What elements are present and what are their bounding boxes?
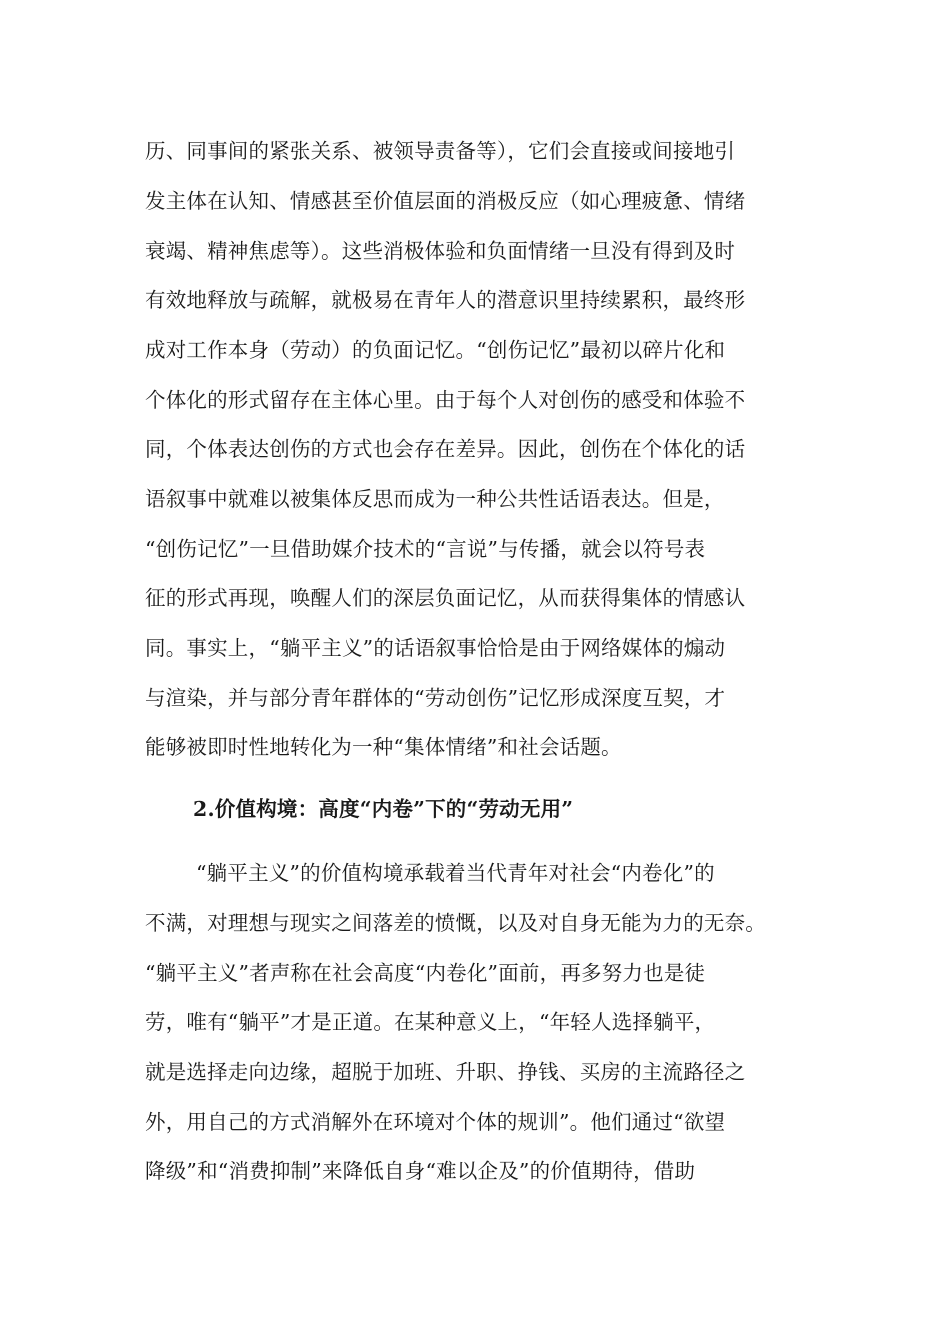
- text-line: 同，个体表达创伤的方式也会存在差异。因此，创伤在个体化的话: [145, 437, 746, 461]
- text-line: “创伤记忆”一旦借助媒介技术的“言说”与传播，就会以符号表: [145, 537, 706, 561]
- text-line: 衰竭、精神焦虑等）。这些消极体验和负面情绪一旦没有得到及时: [145, 239, 736, 263]
- text-line: 不满，对理想与现实之间落差的愤慨，以及对自身无能为力的无奈。: [145, 911, 766, 935]
- text-line: 历、同事间的紧张关系、被领导责备等），它们会直接或间接地引: [145, 139, 736, 163]
- text-line: 成对工作本身（劳动）的负面记忆。“创伤记忆”最初以碎片化和: [145, 338, 726, 362]
- text-line: 征的形式再现，唤醒人们的深层负面记忆，从而获得集体的情感认: [145, 586, 746, 610]
- text-line: 语叙事中就难以被集体反思而成为一种公共性话语表达。但是，: [145, 487, 725, 511]
- text-line: 降级”和“消费抑制”来降低自身“难以企及”的价值期待，借助: [145, 1159, 696, 1183]
- text-line: “躺平主义”的价值构境承载着当代青年对社会“内卷化”的: [196, 861, 715, 885]
- text-line: 劳，唯有“躺平”才是正道。在某种意义上，“年轻人选择躺平，: [145, 1010, 716, 1034]
- text-line: 与渲染，并与部分青年群体的“劳动创伤”记忆形成深度互契，才: [145, 686, 726, 710]
- text-line: 有效地释放与疏解，就极易在青年人的潜意识里持续累积，最终形: [145, 288, 746, 312]
- text-line: 能够被即时性地转化为一种“集体情绪”和社会话题。: [145, 735, 622, 759]
- text-line: “躺平主义”者声称在社会高度“内卷化”面前，再多努力也是徒: [145, 961, 706, 985]
- text-line: 发主体在认知、情感甚至价值层面的消极反应（如心理疲惫、情绪: [145, 189, 746, 213]
- text-line: 就是选择走向边缘，超脱于加班、升职、挣钱、买房的主流路径之: [145, 1060, 746, 1084]
- text-line: 外，用自己的方式消解外在环境对个体的规训”。他们通过“欲望: [145, 1110, 726, 1134]
- section-heading: 2.价值构境：高度“内卷”下的“劳动无用”: [193, 797, 574, 821]
- text-line: 同。事实上，“躺平主义”的话语叙事恰恰是由于网络媒体的煽动: [145, 636, 726, 660]
- text-line: 个体化的形式留存在主体心里。由于每个人对创伤的感受和体验不: [145, 388, 746, 412]
